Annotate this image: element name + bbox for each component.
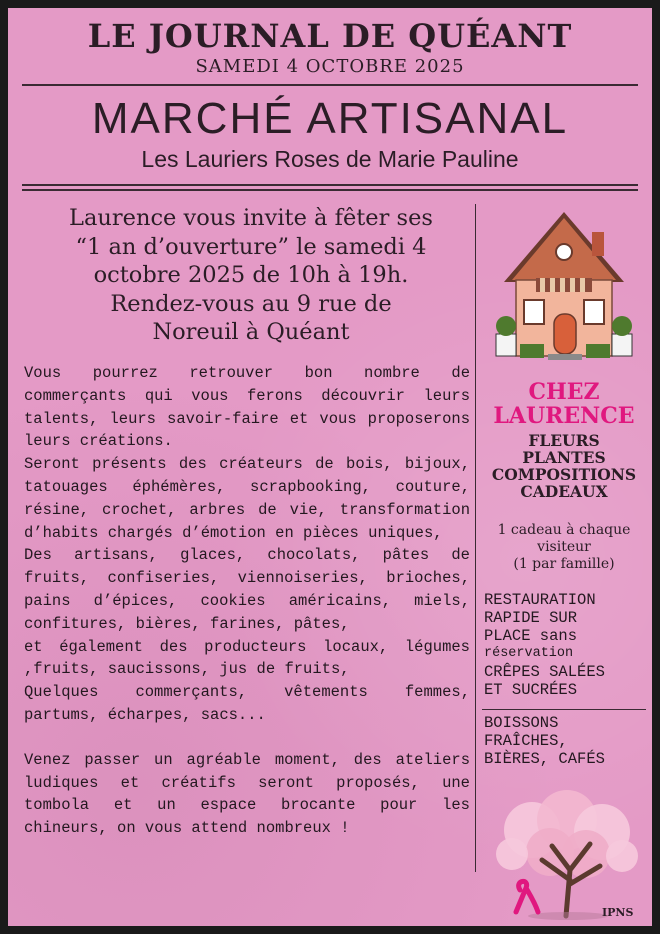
journal-title: LE JOURNAL DE QUÉANT	[87, 17, 573, 55]
headline-rule-top	[22, 184, 638, 186]
right-window	[584, 300, 604, 324]
gift-line: (1 par famille)	[513, 556, 615, 572]
lead-line: “1 an d’ouverture” le samedi 4	[75, 233, 427, 260]
service-item: PLANTES	[522, 448, 606, 467]
drinks-line: BOISSONS	[484, 714, 559, 732]
hedge-left	[520, 344, 544, 358]
body-paragraph: Des artisans, glaces, chocolats, pâtes de fruits, confiseries, viennoiseries, brioches, pains d’épices, cookies américains, miels, confitures, bières, farines, pâtes,	[24, 546, 470, 633]
hedge-right	[586, 344, 610, 358]
ipns-label: IPNS	[602, 906, 634, 919]
drinks-line: BIÈRES, CAFÉS	[484, 750, 605, 768]
body-text	[24, 362, 470, 840]
resto-line: PLACE sans	[484, 627, 578, 645]
gift-note	[480, 522, 648, 573]
headline-rule-bottom	[22, 189, 638, 191]
resto-line: ET SUCRÉES	[484, 681, 578, 699]
newspaper-flyer	[8, 8, 652, 926]
paragraph-gap	[24, 727, 470, 749]
drinks-line: FRAÎCHES,	[484, 732, 568, 750]
sidebar-divider	[482, 709, 646, 710]
journal-date: SAMEDI 4 OCTOBRE 2025	[195, 56, 465, 77]
lead-line: Laurence vous invite à fêter ses	[69, 205, 433, 231]
drinks-note	[484, 714, 652, 768]
step	[548, 354, 582, 360]
headline-title: MARCHÉ ARTISANAL	[91, 94, 569, 143]
services-list	[480, 432, 648, 500]
body-paragraph: Seront présents des créateurs de bois, bijoux, tatouages éphémères, scrapbooking, couture, résine, crochet, arbres de vie, transformation d’habits chargés d’émotion en pièces uniques,	[24, 455, 470, 542]
service-item: CADEAUX	[520, 482, 608, 501]
chez-laurence	[480, 380, 648, 428]
gift-line: visiteur	[537, 539, 591, 555]
resto-line: RESTAURATION	[484, 591, 596, 609]
body-paragraph: Venez passer un agréable moment, des ateliers ludiques et créatifs seront proposés, une tombola et un espace brocante pour les chineurs, on vous attend nombreux !	[24, 750, 470, 838]
plant-pot-right	[612, 334, 632, 356]
lead-paragraph	[36, 204, 466, 347]
restoration-note	[484, 591, 652, 699]
lead-line: octobre 2025 de 10h à 19h.	[93, 262, 409, 288]
left-window	[524, 300, 544, 324]
pink-ribbon-icon	[516, 881, 538, 912]
plant-right	[612, 316, 632, 336]
house-illustration	[484, 204, 644, 374]
cherry-blossom-tree-illustration	[482, 790, 648, 920]
lead-line: Noreuil à Quéant	[152, 319, 350, 345]
masthead	[8, 18, 652, 77]
headline-subtitle: Les Lauriers Roses de Marie Pauline	[141, 146, 519, 172]
door	[554, 314, 576, 354]
chez-line: LAURENCE	[493, 403, 635, 429]
resto-line: CRÊPES SALÉES	[484, 663, 605, 681]
headline-block	[8, 94, 652, 173]
lead-line: Rendez-vous au 9 rue de	[110, 290, 392, 317]
resto-line: réservation	[484, 646, 574, 661]
chimney	[592, 232, 604, 256]
chez-line: CHEZ	[528, 379, 600, 405]
body-paragraph: et également des producteurs locaux, légumes ,fruits, saucissons, jus de fruits,	[24, 637, 470, 679]
column-divider	[475, 204, 476, 872]
round-window	[556, 244, 572, 260]
plant-pot-left	[496, 334, 516, 356]
plant-left	[496, 316, 516, 336]
service-item: COMPOSITIONS	[491, 465, 637, 484]
masthead-rule	[22, 84, 638, 86]
service-item: FLEURS	[528, 431, 600, 450]
body-paragraph: Quelques commerçants, vêtements femmes, partums, écharpes, sacs...	[24, 683, 470, 724]
gift-line: 1 cadeau à chaque	[497, 522, 631, 538]
resto-line: RAPIDE SUR	[484, 609, 578, 627]
body-paragraph: Vous pourrez retrouver bon nombre de commerçants qui vous ferons découvrir leurs talents, leurs savoir-faire et vous proposerons leurs créations.	[24, 364, 470, 451]
